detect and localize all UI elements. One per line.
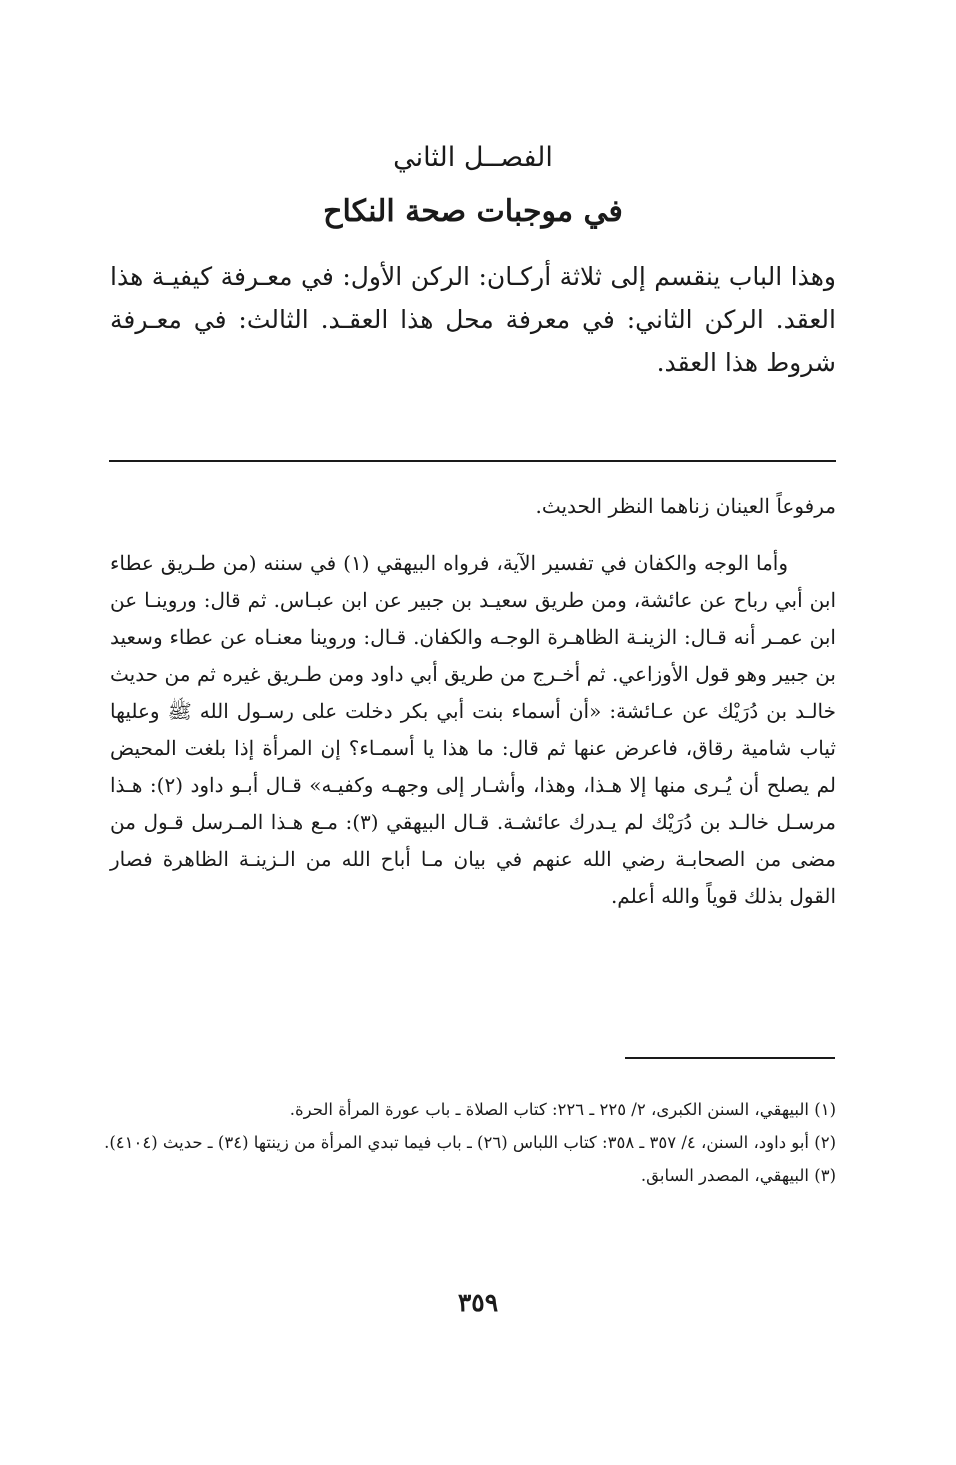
discussion-paragraph	[110, 545, 836, 915]
footnote-1: (١) البيهقي، السنن الكبرى، ٢/ ٢٢٥ ـ ٢٢٦: كتاب الصلاة ـ باب عورة المرأة الحرة.	[289, 1100, 836, 1119]
chapter-subtitle: في موجبات صحة النكاح	[323, 194, 623, 229]
footnote-2: (٢) أبو داود، السنن، ٤/ ٣٥٧ ـ ٣٥٨: كتاب اللباس (٢٦) ـ باب فيما تبدي المرأة من زينتها (٣٤) ـ حديث (٤١٠٤).	[104, 1133, 836, 1152]
discussion-text: وأما الوجه والكفان في تفسير الآية، فرواه البيهقي (١) في سننه (من طـريق عطاء ابن أبي رباح عن عائشة، ومن طريق سعيـد بن جبير عن ابن عبـاس. ثم قال: وروينـا عن ابن عمـر أنه قـال: الزينـة الظاهـرة الوجـه والكفان. قـال: وروينا معنـاه عن عطاء وسعيد بن جبير وهو قول الأوزاعي. ثم أخـرج من طريق أبي داود ومن طـريق غيره ثم من حديث خالـد بن دُرَيْك عن عـائشة: «أن أسماء بنت أبي بكر دخلت على رسـول الله ﷺ وعليها ثياب شامية رقاق، فاعرض عنها ثم قال: ما هذا يا أسمـاء؟ إن المرأة إذا بلغت المحيض لم يصلح أن يُـرى منها إلا هـذا، وهذا، وأشـار إلى وجهـه وكفيـه» قـال أبـو داود (٢): هـذا مرسـل خالـد بن دُرَيْك لم يـدرك عائشـة. قـال البيهقي (٣): مـع هـذا المـرسل قـول من مضى من الصحابـة رضي الله عنهم في بيان مـا أباح الله من الـزينـة الظاهرة فصار القول بذلك قوياً والله أعلم.	[110, 551, 836, 908]
footnotes-list	[100, 1093, 836, 1192]
intro-paragraph: وهذا الباب ينقسم إلى ثلاثة أركـان: الركن الأول: في معـرفة كيفيـة هذا العقد. الركن الثاني: في معرفة محل هذا العقـد. الثالث: في معـرفة شروط هذا العقد.	[110, 262, 836, 377]
footnote-3: (٣) البيهقي، المصدر السابق.	[640, 1166, 836, 1185]
chapter-title: الفصــل الثاني	[393, 142, 553, 173]
main-text-separator	[109, 460, 836, 462]
footnote-separator	[625, 1057, 835, 1059]
page-number: ٣٥٩	[457, 1288, 499, 1317]
continuation-paragraph: مرفوعاً العينان زناهما النظر الحديث.	[535, 494, 836, 518]
